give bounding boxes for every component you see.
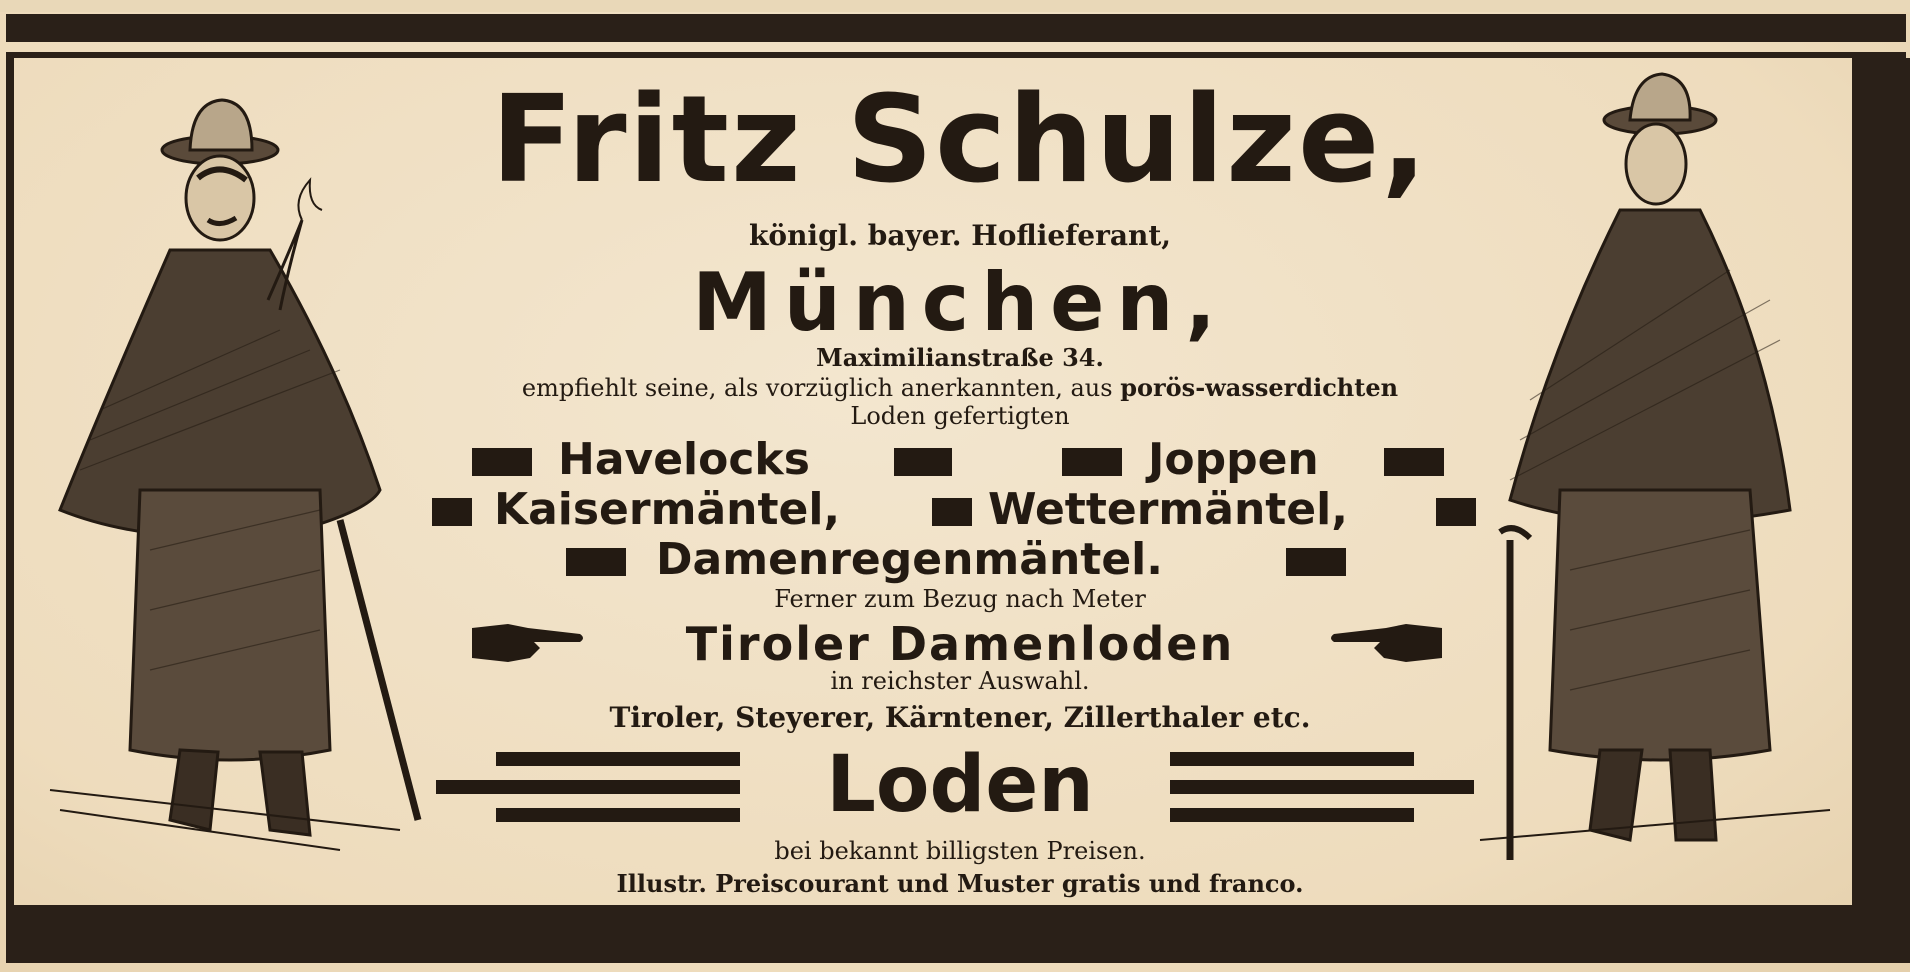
loden-heading: Loden <box>826 740 1094 830</box>
decorative-block <box>894 448 952 476</box>
left-frame-rule <box>6 58 14 908</box>
decorative-bar <box>1170 808 1414 822</box>
decorative-block <box>1384 448 1444 476</box>
top-border-rule <box>6 14 1906 42</box>
right-gentleman-illustration <box>1470 70 1850 870</box>
loden-types-line: Tiroler, Steyerer, Kärntener, Zillerthaler etc. <box>609 701 1311 734</box>
city-name: München, <box>692 256 1228 349</box>
royal-supplier-subtitle: königl. bayer. Hoflieferant, <box>749 219 1171 252</box>
description-emphasis: porös-wasserdichten <box>1120 373 1399 402</box>
street-address: Maximilianstraße 34. <box>816 343 1104 372</box>
page-top-edge <box>0 0 1910 12</box>
left-gentleman-illustration <box>40 90 440 870</box>
prices-line: bei bekannt billigsten Preisen. <box>774 837 1146 865</box>
product-joppen: Joppen <box>1148 434 1319 485</box>
right-frame-rule <box>1852 58 1910 908</box>
decorative-block <box>1436 498 1476 526</box>
bottom-border-rule <box>6 905 1910 963</box>
product-kaisermaentel: Kaisermäntel, <box>494 484 841 535</box>
pointing-hand-left-icon <box>1326 614 1446 670</box>
decorative-block <box>472 448 532 476</box>
decorative-bar <box>1170 780 1474 794</box>
decorative-bar <box>1170 752 1414 766</box>
further-offer-line: Ferner zum Bezug nach Meter <box>774 585 1146 613</box>
catalog-line: Illustr. Preiscourant und Muster gratis und franco. <box>616 869 1304 898</box>
decorative-block <box>432 498 472 526</box>
company-name-headline: Fritz Schulze, <box>491 71 1429 210</box>
decorative-block <box>1062 448 1122 476</box>
product-wettermaentel: Wettermäntel, <box>988 484 1348 535</box>
decorative-block <box>932 498 972 526</box>
decorative-block <box>566 548 626 576</box>
description-text: empfiehlt seine, als vorzüglich anerkannten, aus <box>521 374 1113 402</box>
product-damenregenmaentel: Damenregenmäntel. <box>656 534 1163 585</box>
product-havelocks: Havelocks <box>558 434 810 485</box>
tiroler-damenloden: Tiroler Damenloden <box>685 617 1235 671</box>
selection-line: in reichster Auswahl. <box>830 667 1090 695</box>
decorative-block <box>1286 548 1346 576</box>
top-thin-rule <box>6 52 1906 58</box>
description-line-2: Loden gefertigten <box>850 402 1070 430</box>
